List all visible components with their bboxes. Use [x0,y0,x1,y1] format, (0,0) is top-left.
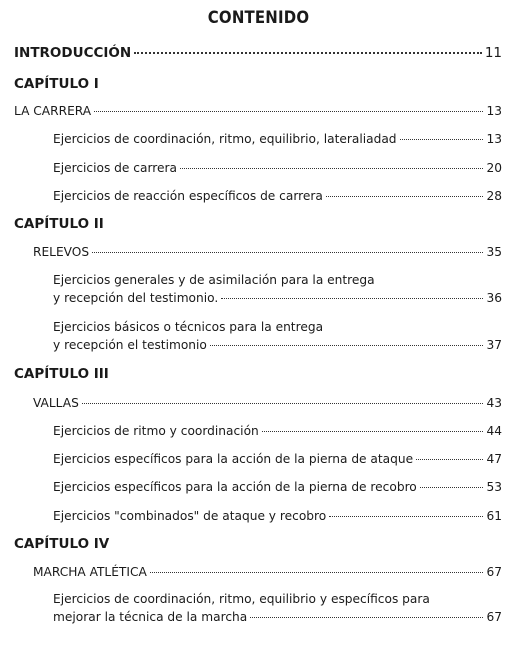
dot-leader [400,139,484,140]
toc-section-marcha-atletica[interactable] [33,565,502,579]
toc-entry-label: Ejercicios de reacción específicos de carrera [53,189,323,203]
dot-leader [150,572,484,573]
toc-item[interactable] [53,320,502,352]
dot-leader [94,111,483,112]
toc-item[interactable] [53,161,502,175]
dot-leader [420,487,484,488]
toc-entry-page: 67 [486,610,502,624]
chapter-heading-1: CAPÍTULO I [14,76,99,92]
toc-section-la-carrera[interactable] [14,104,502,118]
dot-leader [92,252,483,253]
toc-entry-label-line1: Ejercicios generales y de asimilación para la entrega [53,273,375,287]
toc-entry-page: 37 [486,338,502,352]
toc-entry-label-line1: Ejercicios de coordinación, ritmo, equilibrio y específicos para [53,592,430,606]
chapter-heading-3: CAPÍTULO III [14,366,109,382]
toc-item[interactable] [53,132,502,146]
toc-entry-label: Ejercicios "combinados" de ataque y recobro [53,509,327,523]
toc-item[interactable] [53,592,502,624]
toc-entry-label: Ejercicios específicos para la acción de la pierna de ataque [53,452,414,466]
toc-item[interactable] [53,480,502,494]
toc-item[interactable] [53,424,502,438]
dot-leader [180,168,484,169]
toc-entry-page: 28 [486,189,502,203]
toc-entry-introduccion[interactable] [14,45,502,61]
toc-entry-page: 36 [486,291,502,305]
toc-entry-label: RELEVOS [33,245,90,259]
dot-leader [416,459,483,460]
dot-leader [210,345,484,346]
toc-entry-label: Ejercicios de ritmo y coordinación [53,424,259,438]
toc-entry-label: LA CARRERA [14,104,92,118]
toc-entry-page: 44 [486,424,502,438]
dot-leader [221,298,483,299]
toc-entry-page: 13 [486,132,502,146]
dot-leader [134,52,482,54]
toc-entry-label: mejorar la técnica de la marcha [53,610,248,624]
dot-leader [262,431,484,432]
toc-entry-label: y recepción del testimonio. [53,291,219,305]
toc-entry-page: 61 [486,509,502,523]
toc-item[interactable] [53,509,502,523]
toc-entry-label: VALLAS [33,396,79,410]
toc-entry-page: 11 [484,45,502,61]
dot-leader [250,617,483,618]
toc-entry-label: MARCHA ATLÉTICA [33,565,147,579]
toc-entry-label: Ejercicios de coordinación, ritmo, equilibrio, lateraliadad [53,132,397,146]
dot-leader [326,196,484,197]
toc-entry-page: 47 [486,452,502,466]
dot-leader [82,403,484,404]
toc-entry-label: INTRODUCCIÓN [14,45,132,61]
toc-entry-label-line1: Ejercicios básicos o técnicos para la entrega [53,320,324,334]
toc-entry-page: 43 [486,396,502,410]
toc-section-vallas[interactable] [33,396,502,410]
toc-section-relevos[interactable] [33,245,502,259]
chapter-heading-2: CAPÍTULO II [14,216,104,232]
toc-item[interactable] [53,189,502,203]
chapter-heading-4: CAPÍTULO IV [14,536,110,552]
toc-entry-page: 53 [486,480,502,494]
page-title: CONTENIDO [207,8,310,28]
toc-item[interactable] [53,452,502,466]
toc-entry-label: Ejercicios de carrera [53,161,177,175]
toc-item[interactable] [53,273,502,305]
toc-entry-page: 20 [486,161,502,175]
toc-entry-page: 13 [486,104,502,118]
toc-entry-label: Ejercicios específicos para la acción de la pierna de recobro [53,480,417,494]
dot-leader [329,516,483,517]
toc-entry-page: 67 [486,565,502,579]
toc-entry-label: y recepción el testimonio [53,338,207,352]
toc-entry-page: 35 [486,245,502,259]
